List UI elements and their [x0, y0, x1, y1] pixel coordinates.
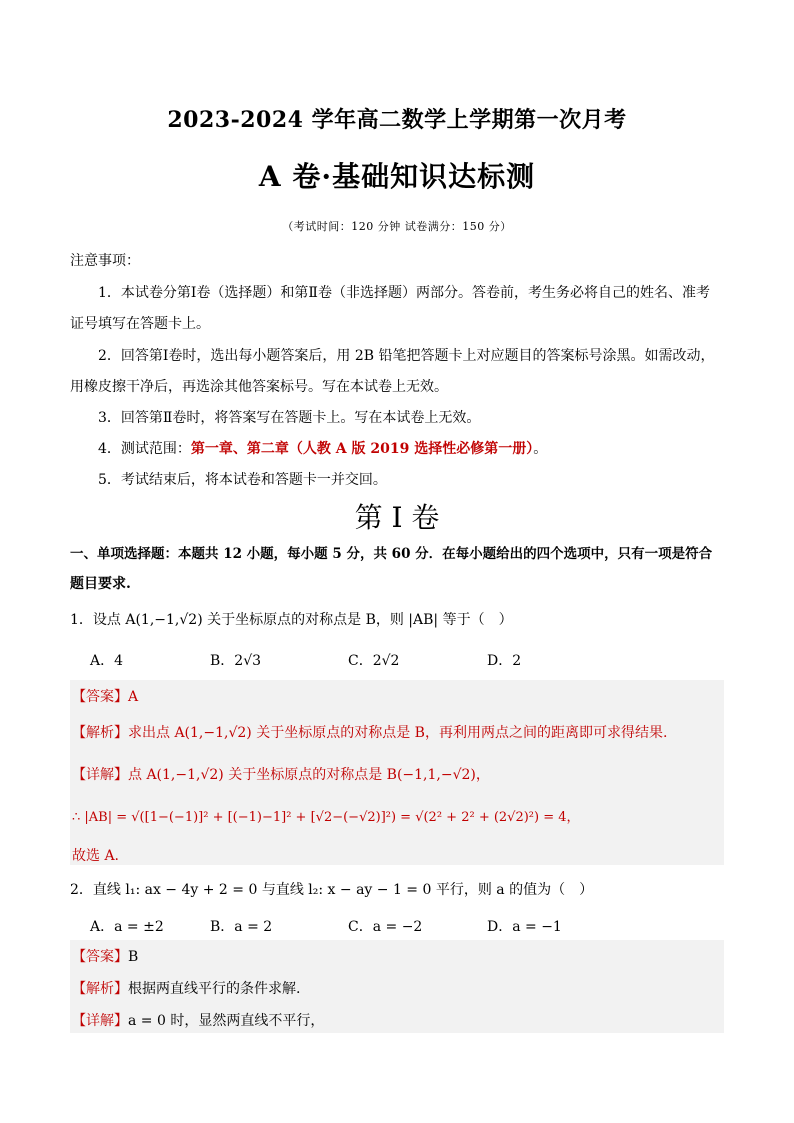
q2-option-d: D．a = −1	[487, 919, 562, 935]
section-desc-line-2: 题目要求.	[70, 576, 131, 592]
notice-item-1-line-2: 证号填写在答题卡上。	[70, 316, 210, 332]
q1-answer-tag: 【答案】	[72, 689, 128, 705]
section-desc-line-1: 一、单项选择题：本题共 12 小题，每小题 5 分，共 60 分．在每小题给出的四个选项中，只有一项是符合	[70, 546, 713, 562]
q1-stem: 1．设点 A(1,−1,√2) 关于坐标原点的对称点是 B，则 |AB| 等于（ ）	[70, 612, 513, 628]
q2-analysis-tag: 【解析】	[72, 981, 128, 997]
q2-option-b: B．a = 2	[210, 919, 273, 935]
q1-option-b: B．2√3	[210, 653, 262, 669]
q1-option-a: A．4	[90, 653, 124, 669]
section-title: 第 I 卷	[354, 501, 440, 534]
notice-item-4-suffix: 。	[533, 441, 548, 457]
notice-item-3: 3．回答第Ⅱ卷时，将答案写在答题卡上。写在本试卷上无效。	[98, 410, 481, 426]
q1-option-d: D．2	[487, 653, 522, 669]
q2-option-a: A．a = ±2	[90, 919, 164, 935]
q2-answer	[72, 946, 138, 966]
q2-answer-tag: 【答案】	[72, 949, 128, 965]
q2-detail	[72, 1010, 324, 1030]
notice-item-5: 5．考试结束后，将本试卷和答题卡一并交回。	[98, 472, 387, 488]
notice-item-2-line-2: 用橡皮擦干净后，再选涂其他答案标号。写在本试卷上无效。	[70, 379, 448, 395]
q2-detail-text: a = 0 时，显然两直线不平行，	[128, 1013, 325, 1029]
q2-stem: 2．直线 l₁: ax − 4y + 2 = 0 与直线 l₂: x − ay − 1 = 0 平行，则 a 的值为（ ）	[70, 882, 594, 898]
q1-answer	[72, 686, 138, 706]
notice-item-4	[98, 438, 547, 458]
q1-analysis-text: 求出点 A(1,−1,√2) 关于坐标原点的对称点是 B，再利用两点之间的距离即可求得结果.	[128, 725, 668, 741]
exam-info: （考试时间：120 分钟 试卷满分：150 分）	[282, 220, 512, 233]
q1-detail	[72, 764, 490, 784]
notice-item-4-prefix: 4．测试范围：	[98, 441, 191, 457]
q1-answer-value: A	[128, 689, 139, 705]
q1-analysis	[72, 722, 667, 742]
exam-subtitle: A 卷·基础知识达标测	[258, 160, 536, 193]
exam-title: 2023-2024 学年高二数学上学期第一次月考	[167, 107, 627, 133]
q1-conclusion: 故选 A.	[72, 848, 120, 864]
q2-option-c: C．a = −2	[348, 919, 423, 935]
notice-heading: 注意事项：	[70, 253, 140, 269]
q1-detail-text: 点 A(1,−1,√2) 关于坐标原点的对称点是 B(−1,1,−√2)，	[128, 767, 490, 783]
q1-analysis-tag: 【解析】	[72, 725, 128, 741]
q1-option-c: C．2√2	[348, 653, 400, 669]
q2-detail-tag: 【详解】	[72, 1013, 128, 1029]
q2-analysis	[72, 978, 300, 998]
notice-item-1-line-1: 1．本试卷分第Ⅰ卷（选择题）和第Ⅱ卷（非选择题）两部分。答卷前，考生务必将自己的姓名、准考	[98, 285, 710, 301]
q2-analysis-text: 根据两直线平行的条件求解.	[128, 981, 301, 997]
q1-detail-tag: 【详解】	[72, 767, 128, 783]
q1-formula: ∴ |AB| = √([1−(−1)]² + [(−1)−1]² + [√2−(−√2)]²) = √(2² + 2² + (2√2)²) = 4，	[72, 810, 580, 825]
test-scope: 第一章、第二章（人教 A 版 2019 选择性必修第一册）	[190, 441, 534, 457]
notice-item-2-line-1: 2．回答第Ⅰ卷时，选出每小题答案后，用 2B 铅笔把答题卡上对应题目的答案标号涂黑。如需改动，	[98, 348, 715, 364]
q2-answer-value: B	[128, 949, 139, 965]
